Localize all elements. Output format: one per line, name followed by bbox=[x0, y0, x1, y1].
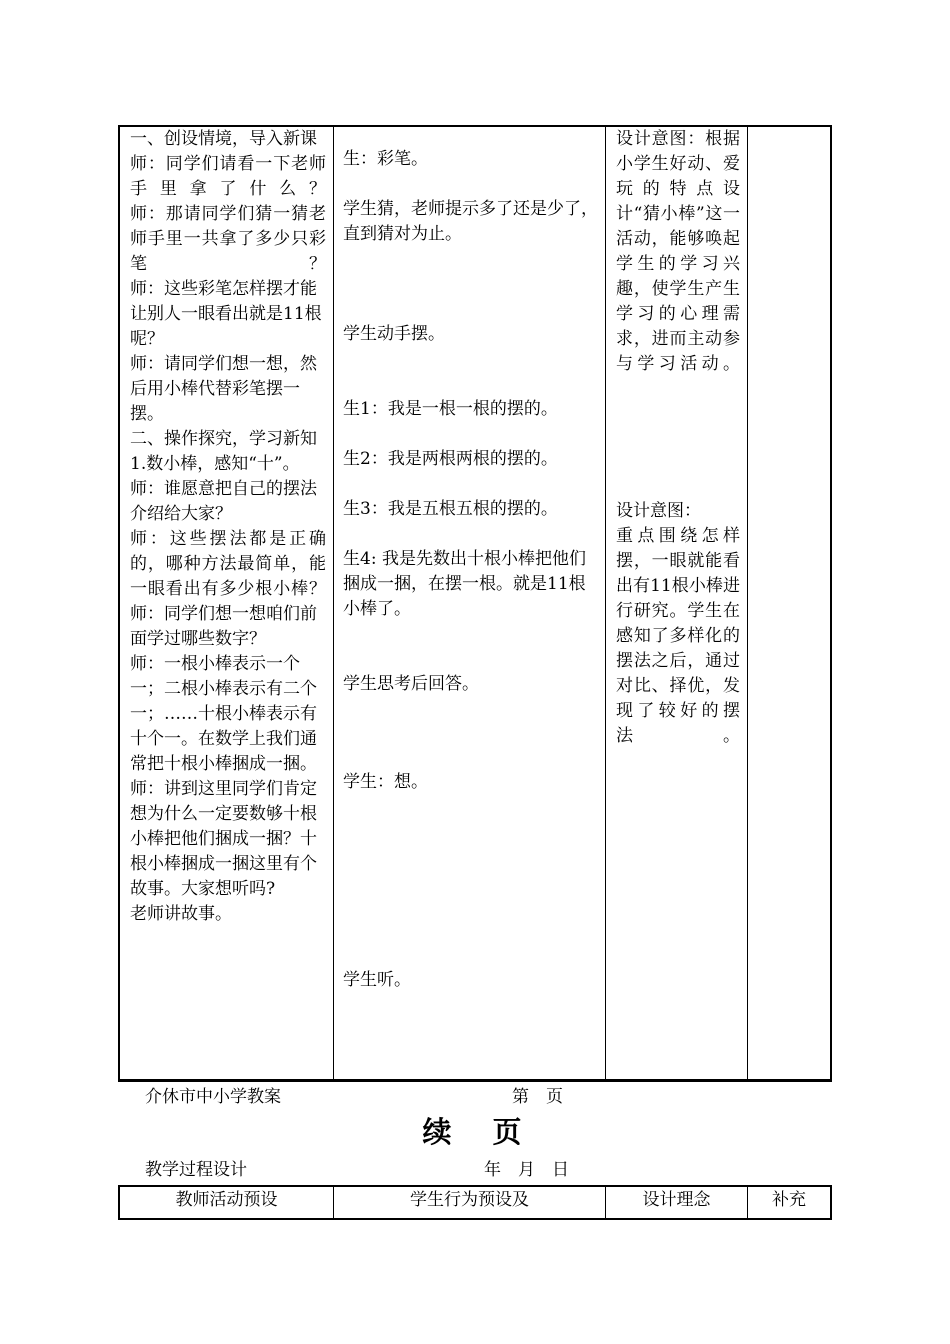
teacher-line: 师：讲到这里同学们肯定想为什么一定要数够十根小棒把他们捆成一捆？十根小棒捆成一捆这里有个故事。大家想听吗? bbox=[130, 779, 317, 899]
teacher-line: 二、操作探究，学习新知 bbox=[130, 429, 317, 449]
teacher-line: 师：这些彩笔怎样摆才能让别人一眼看出就是11根呢？ bbox=[130, 279, 322, 349]
continuation-title: 续 页 bbox=[422, 1115, 528, 1149]
teacher-line: 师：同学们想一想咱们前面学过哪些数字？ bbox=[130, 604, 317, 649]
student-behavior-column bbox=[343, 147, 599, 993]
column-divider bbox=[605, 127, 606, 1079]
teacher-line: 师：请同学们想一想，然后用小棒代替彩笔摆一摆。 bbox=[130, 354, 317, 424]
design-note: 设计意图：根据小学生好动、爱玩的特点设计“猜小棒”这一活动，能够唤起学生的学习兴趣，使学生产生学习的心理需求，进而主动参与学习活动。 bbox=[616, 129, 740, 374]
design-note-heading: 设计意图： bbox=[616, 501, 701, 521]
teacher-line: 1.数小棒，感知“十”。 bbox=[130, 454, 300, 474]
process-label: 教学过程设计 bbox=[145, 1160, 247, 1180]
date-label: 年 月 日 bbox=[484, 1160, 569, 1180]
header-design: 设计理念 bbox=[642, 1190, 711, 1210]
student-line: 学生动手摆。 bbox=[343, 324, 445, 344]
student-line: 生2：我是两根两根的摆的。 bbox=[343, 449, 558, 469]
teacher-line: 老师讲故事。 bbox=[130, 904, 232, 924]
teacher-line: 师：这些摆法都是正确的，哪种方法最简单，能一眼看出有多少根小棒？ bbox=[130, 529, 326, 599]
student-line: 学生猜，老师提示多了还是少了，直到猜对为止。 bbox=[343, 199, 598, 244]
teacher-line: 师：一根小棒表示一个一；二根小棒表示有二个一；……十根小棒表示有十个一。在数学上我们通常把十根小棒捆成一捆。 bbox=[130, 654, 317, 774]
design-concept-column bbox=[616, 127, 740, 749]
column-divider bbox=[333, 127, 334, 1079]
page-number: 第 页 bbox=[512, 1087, 563, 1107]
student-line: 生4: 我是先数出十根小棒把他们捆成一捆，在摆一根。就是11根小棒了。 bbox=[343, 549, 586, 619]
design-note: 重点围绕怎样摆，一眼就能看出有11根小棒进行研究。学生在感知了多样化的摆法之后，通过对比、择优，发现了较好的摆法。 bbox=[616, 526, 740, 746]
header-student: 学生行为预设及 bbox=[410, 1190, 529, 1210]
student-line: 生1：我是一根一根的摆的。 bbox=[343, 399, 558, 419]
teacher-line: 师：那请同学们猜一猜老师手里一共拿了多少只彩笔？ bbox=[130, 204, 326, 274]
student-line: 学生：想。 bbox=[343, 772, 428, 792]
teacher-line: 师：同学们请看一下老师手里拿了什么？ bbox=[130, 154, 326, 199]
header-teacher: 教师活动预设 bbox=[175, 1190, 278, 1210]
school-footer: 介休市中小学教案 bbox=[145, 1087, 281, 1107]
teacher-line: 一、创设情境，导入新课 bbox=[130, 129, 317, 149]
header-supplement: 补充 bbox=[772, 1190, 806, 1210]
column-divider bbox=[747, 127, 748, 1079]
teacher-activity-column bbox=[130, 127, 326, 927]
student-line: 学生思考后回答。 bbox=[343, 674, 479, 694]
student-line: 学生听。 bbox=[343, 970, 411, 990]
student-line: 生3：我是五根五根的摆的。 bbox=[343, 499, 558, 519]
teacher-line: 师：谁愿意把自己的摆法介绍给大家？ bbox=[130, 479, 317, 524]
continuation-header-row bbox=[118, 1185, 832, 1220]
lesson-table bbox=[118, 125, 832, 1082]
student-line: 生：彩笔。 bbox=[343, 149, 428, 169]
